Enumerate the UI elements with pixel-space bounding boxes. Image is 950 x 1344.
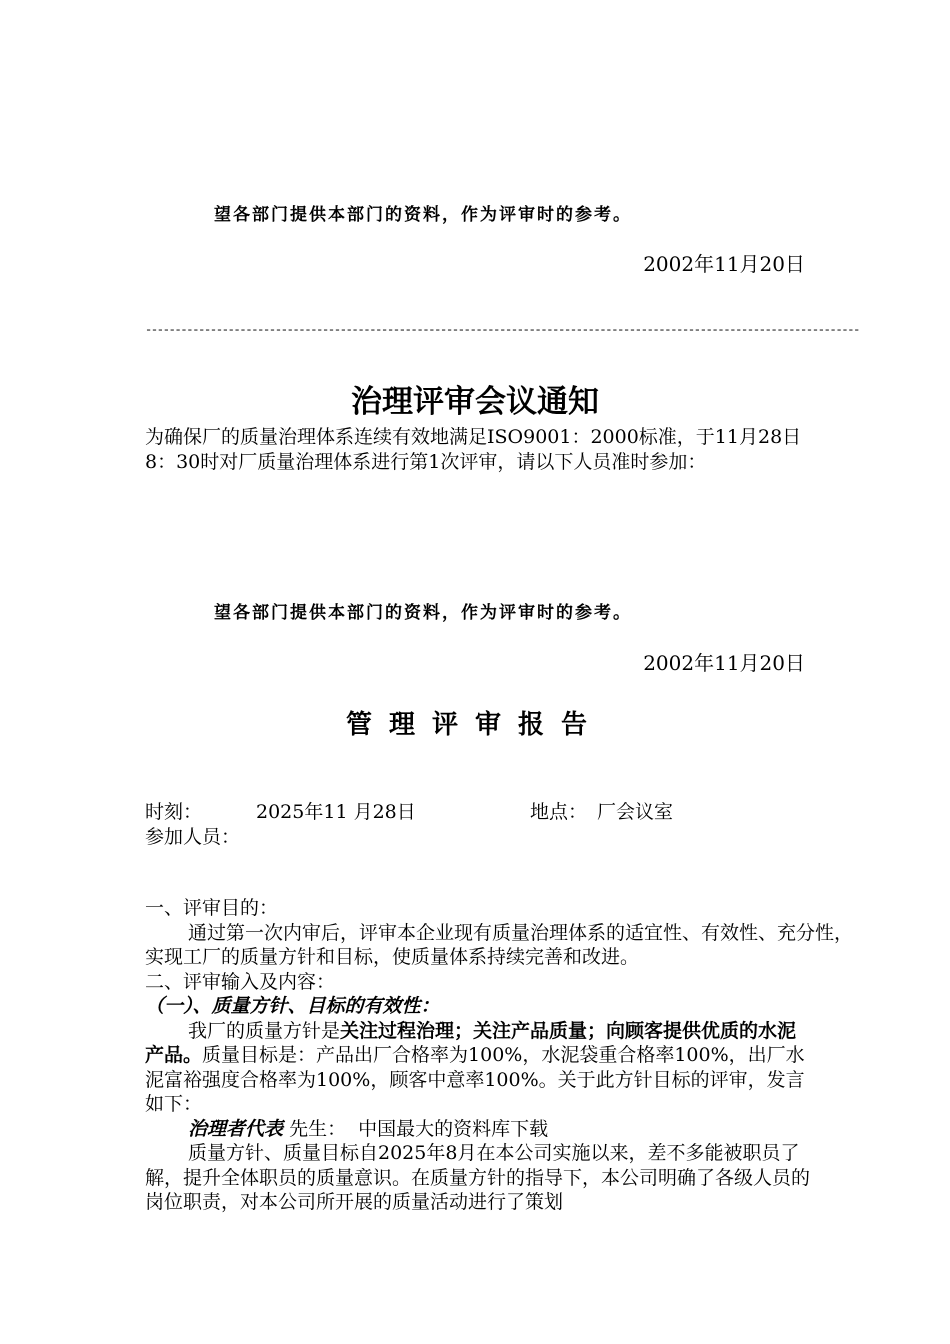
section1-heading: 一、评审目的： <box>145 897 279 919</box>
policy-rest: 质量目标是：产品出厂合格率为100%，水泥袋重合格率100%，出厂水泥富裕强度合格率为100%，顾客中意率100%。关于此方针目标的评审，发言如下： <box>145 1044 805 1115</box>
last-paragraph: 质量方针、质量目标自2025年8月在本公司实施以来，差不多能被职员了解，提升全体职员的质量意识。在质量方针的指导下，本公司明确了各级人员的岗位职责，对本公司所开展的质量活动进行了策划 <box>145 1142 811 1213</box>
separator-line: ------------------------------------------------------------------------------------------------------------------------- <box>145 323 860 337</box>
speaker-role: 治理者代表 <box>188 1117 284 1140</box>
section2-heading: 二、评审输入及内容： <box>145 970 336 993</box>
speaker-note: 中国最大的资料库下载 <box>358 1117 549 1140</box>
meeting-notice-body: 为确保厂的质量治理体系连续有效地满足ISO9001：2000标准，于11月28日8：30时对厂质量治理体系进行第1次评审，请以下人员准时参加： <box>145 426 802 473</box>
section1-body: 通过第一次内审后，评审本企业现有质量治理体系的适宜性、有效性、充分性，实现工厂的质量方针和目标，使质量体系持续完善和改进。 <box>145 921 854 968</box>
speaker-suffix: 先生： <box>289 1117 347 1140</box>
meeting-notice-title: 治理评审会议通知 <box>351 384 599 420</box>
place-label: 地点： <box>530 801 588 823</box>
time-label: 时刻： <box>145 801 203 823</box>
date-line-top: 2002年11月20日 <box>643 252 805 276</box>
report-body <box>145 896 865 1215</box>
policy-paragraph <box>145 1019 810 1117</box>
time-value: 2025年11 月28日 <box>256 801 416 823</box>
attendees-label: 参加人员： <box>145 826 241 848</box>
speaker-line <box>145 1117 865 1142</box>
place-value: 厂会议室 <box>597 801 674 823</box>
notice-line-top: 望各部门提供本部门的资料，作为评审时的参考。 <box>214 205 632 225</box>
policy-bold: 关注过程治理；关注产品质量；向顾客提供优质的水泥产品。 <box>145 1019 797 1066</box>
date-line-bottom: 2002年11月20日 <box>643 651 805 675</box>
policy-intro: 我厂的质量方针是 <box>188 1019 341 1042</box>
report-title: 管理评审报告 <box>345 710 604 740</box>
notice-line-bottom: 望各部门提供本部门的资料，作为评审时的参考。 <box>214 603 632 623</box>
section2-subheading: （一）、质量方针、目标的有效性： <box>145 995 440 1017</box>
